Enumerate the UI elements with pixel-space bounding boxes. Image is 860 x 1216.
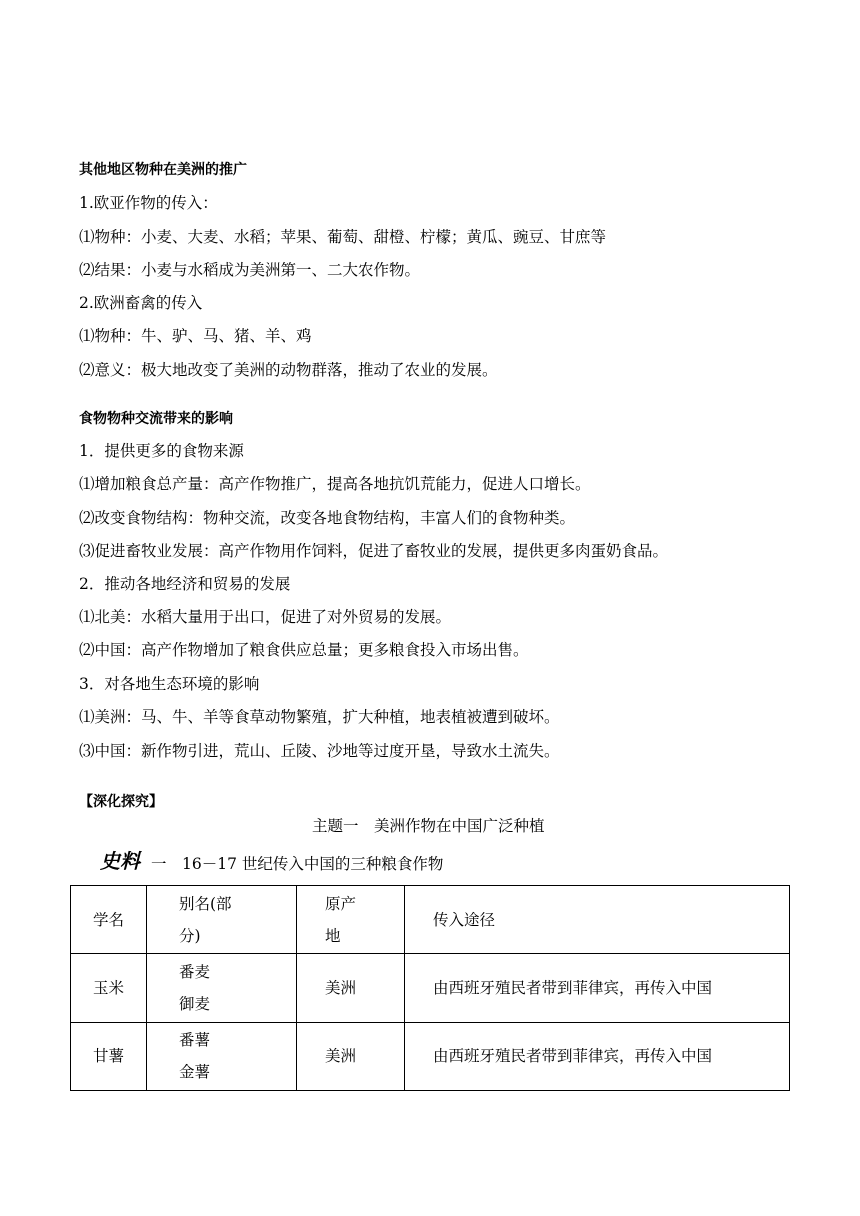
- cell-route: 由西班牙殖民者带到菲律宾，再传入中国: [405, 954, 790, 1022]
- source-logo-icon: [98, 846, 158, 874]
- text-line: ⑴物种：小麦、大麦、水稻；苹果、葡萄、甜橙、柠檬；黄瓜、豌豆、甘庶等: [79, 228, 607, 246]
- text-line: ⑵结果：小麦与水稻成为美洲第一、二大农作物。: [79, 261, 421, 279]
- alias-line2: 金薯: [179, 1063, 211, 1082]
- alias-line1: 番薯: [179, 1031, 211, 1050]
- crop-table: [70, 885, 790, 1091]
- text-line: ⑵中国：高产作物增加了粮食供应总量；更多粮食投入市场出售。: [79, 641, 529, 659]
- text-line: ⑵意义：极大地改变了美洲的动物群落，推动了农业的发展。: [79, 361, 498, 379]
- text-line: ⑴物种：牛、驴、马、猪、羊、鸡: [79, 327, 312, 345]
- alias-line1: 番麦: [179, 962, 211, 981]
- section-heading-other-regions: 其他地区物种在美洲的推广: [79, 162, 247, 178]
- text-line: 2.欧洲畜禽的传入: [79, 294, 203, 312]
- text-line: ⑴美洲：马、牛、羊等食草动物繁殖，扩大种植，地表植被遭到破坏。: [79, 708, 560, 726]
- alias-line2: 御麦: [179, 994, 211, 1013]
- table-row: [71, 1022, 790, 1090]
- table-row: [71, 954, 790, 1022]
- topic-title: 主题一 美洲作物在中国广泛种植: [312, 817, 545, 835]
- text-line: ⑶促进畜牧业发展：高产作物用作饲料，促进了畜牧业的发展，提供更多肉蛋奶食品。: [79, 542, 669, 560]
- text-line: ⑵改变食物结构：物种交流，改变各地食物结构，丰富人们的食物种类。: [79, 509, 576, 527]
- section-heading-deepen: 【深化探究】: [79, 794, 163, 810]
- header-origin-line2: 地: [325, 926, 341, 945]
- cell-route: 由西班牙殖民者带到菲律宾，再传入中国: [405, 1022, 790, 1090]
- text-line: 1.欧亚作物的传入：: [79, 194, 218, 212]
- cell-origin: 美洲: [297, 954, 405, 1022]
- header-cell-route: 传入途径: [405, 886, 790, 954]
- cell-alias: [147, 954, 297, 1022]
- header-cell-alias: [147, 886, 297, 954]
- svg-text:史料: 史料: [100, 849, 140, 873]
- text-line: 3．对各地生态环境的影响: [79, 675, 260, 693]
- cell-name: 甘薯: [71, 1022, 147, 1090]
- text-line: 2．推动各地经济和贸易的发展: [79, 575, 291, 593]
- header-cell-origin: [297, 886, 405, 954]
- cell-origin: 美洲: [297, 1022, 405, 1090]
- source-label: 一 16－17 世纪传入中国的三种粮食作物: [151, 855, 444, 873]
- header-alias-line2: 分): [179, 926, 201, 945]
- table-header-row: [71, 886, 790, 954]
- text-line: ⑶中国：新作物引进，荒山、丘陵、沙地等过度开垦，导致水土流失。: [79, 742, 560, 760]
- text-line: ⑴北美：水稻大量用于出口，促进了对外贸易的发展。: [79, 608, 452, 626]
- header-origin-line1: 原产: [325, 894, 357, 913]
- section-heading-effects: 食物物种交流带来的影响: [79, 411, 233, 427]
- text-line: ⑴增加粮食总产量：高产作物推广，提高各地抗饥荒能力，促进人口增长。: [79, 475, 591, 493]
- cell-alias: [147, 1022, 297, 1090]
- text-line: 1．提供更多的食物来源: [79, 442, 244, 460]
- cell-name: 玉米: [71, 954, 147, 1022]
- header-cell-name: 学名: [71, 886, 147, 954]
- header-alias-line1: 别名(部: [179, 894, 232, 913]
